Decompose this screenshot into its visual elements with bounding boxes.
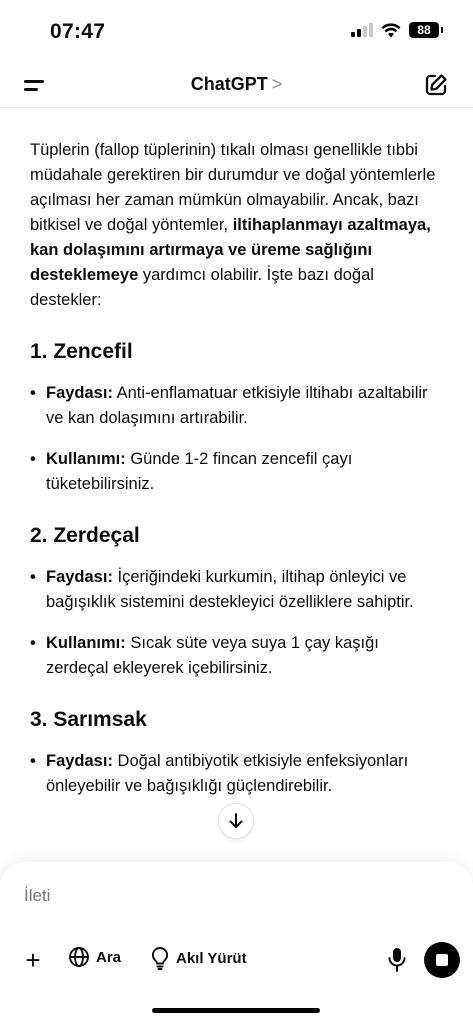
status-bar [0,0,473,62]
list-item: • Kullanımı: Sıcak süte veya suya 1 çay kaşığı zerdeçal ekleyerek içebilirsiniz. [30,631,445,681]
assistant-message [30,138,445,825]
arrow-down-icon [228,812,244,830]
stop-button[interactable] [424,942,460,978]
scroll-to-bottom-button[interactable] [218,803,254,839]
cellular-signal-icon [351,23,373,37]
app-header [0,62,473,108]
add-attachment-button[interactable]: + [25,945,41,975]
status-time: 07:47 [50,20,106,43]
compose-icon[interactable] [423,72,449,98]
composer-toolbar [0,942,473,978]
lightbulb-icon [150,946,170,970]
section-heading: 2. Zerdeçal [30,524,140,547]
search-button[interactable] [68,946,121,968]
reason-label: Akıl Yürüt [176,949,247,967]
list-item: • Kullanımı: Günde 1-2 fincan zencefil çayı tüketebilirsiniz. [30,447,445,497]
home-indicator [152,1008,320,1013]
section-list [30,565,445,681]
page-title: ChatGPT [190,74,268,94]
chevron-right-icon: > [271,74,283,94]
section-list [30,749,445,799]
reason-button[interactable] [150,946,247,970]
list-item: • Faydası: İçeriğindeki kurkumin, iltihap önleyici ve bağışıklık sistemini destekleyici özelliklere sahiptir. [30,565,445,615]
status-icons [351,22,439,38]
section-heading: 1. Zencefil [30,340,133,363]
composer [0,862,473,1024]
list-item: • Faydası: Anti-enflamatuar etkisiyle iltihabı azaltabilir ve kan dolaşımını artırabilir. [30,381,445,431]
search-label: Ara [96,948,122,966]
wifi-icon [381,23,401,38]
globe-icon [68,946,90,968]
list-item: • Faydası: Doğal antibiyotik etkisiyle enfeksiyonları önleyebilir ve bağışıklığı güçlendirebilir. [30,749,445,799]
section-list [30,381,445,497]
message-input[interactable] [24,886,444,906]
model-selector[interactable] [0,74,473,95]
section-heading: 3. Sarımsak [30,708,147,731]
intro-paragraph: Tüplerin (fallop tüplerinin) tıkalı olması genellikle tıbbi müdahale gerektiren bir durumdur ve doğal yöntemlerle açılması her zaman mümkün olmayabilir. Ancak, bazı bitkisel ve doğal yöntemler, iltihaplanmayı azaltmaya, kan dolaşımını artırmaya ve üreme sağlığını desteklemeye yardımcı olabilir. İşte bazı doğal destekler: [30,141,436,309]
microphone-icon[interactable] [386,946,408,974]
stop-icon [436,954,448,966]
battery-icon: 88 [409,22,439,38]
